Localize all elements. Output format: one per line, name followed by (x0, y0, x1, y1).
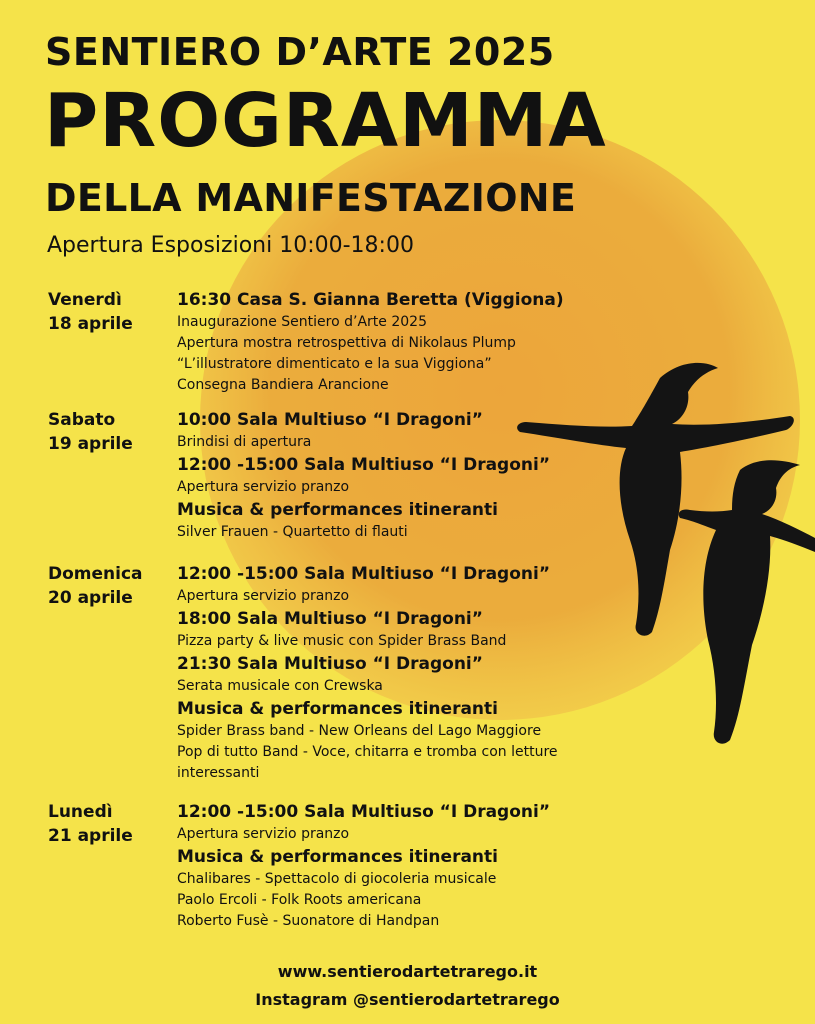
event-detail: Apertura servizio pranzo (177, 588, 350, 604)
day-name: Sabato (48, 410, 116, 430)
event-detail: Brindisi di apertura (177, 434, 312, 450)
day-label-monday (48, 800, 173, 848)
event-heading: 16:30 Casa S. Gianna Beretta (Viggiona) (177, 290, 564, 310)
event-detail: Roberto Fusè - Suonatore di Handpan (177, 913, 440, 929)
day-events-sunday (177, 562, 637, 784)
day-date: 20 aprile (48, 588, 133, 608)
event-heading: 21:30 Sala Multiuso “I Dragoni” (177, 654, 483, 674)
event-detail: Paolo Ercoli - Folk Roots americana (177, 892, 422, 908)
event-detail: “L’illustratore dimenticato e la sua Viggiona” (177, 356, 492, 372)
day-label-sunday (48, 562, 173, 610)
day-label-friday (48, 288, 173, 336)
event-heading: 12:00 -15:00 Sala Multiuso “I Dragoni” (177, 455, 551, 475)
event-heading: Musica & performances itineranti (177, 500, 498, 520)
day-name: Lunedì (48, 802, 113, 822)
event-detail: Inaugurazione Sentiero d’Arte 2025 (177, 314, 427, 330)
event-detail: Serata musicale con Crewska (177, 678, 383, 694)
day-name: Domenica (48, 564, 143, 584)
day-name: Venerdì (48, 290, 122, 310)
event-detail: Apertura servizio pranzo (177, 479, 350, 495)
event-heading: Musica & performances itineranti (177, 847, 498, 867)
event-detail: Apertura mostra retrospettiva di Nikolaus Plump (177, 335, 516, 351)
day-label-saturday (48, 408, 173, 456)
event-detail: Chalibares - Spettacolo di giocoleria musicale (177, 871, 497, 887)
event-detail: Pop di tutto Band - Voce, chitarra e tromba con letture (177, 744, 558, 760)
website-link[interactable]: www.sentierodartetrarego.it (277, 962, 538, 981)
event-detail: Pizza party & live music con Spider Brass Band (177, 633, 507, 649)
day-events-friday (177, 288, 637, 396)
footer (0, 958, 815, 1014)
event-heading: 12:00 -15:00 Sala Multiuso “I Dragoni” (177, 802, 551, 822)
day-events-monday (177, 800, 637, 932)
instagram-handle[interactable]: Instagram @sentierodartetrarego (255, 990, 560, 1009)
event-detail: Consegna Bandiera Arancione (177, 377, 389, 393)
day-events-saturday (177, 408, 637, 543)
event-heading: 10:00 Sala Multiuso “I Dragoni” (177, 410, 483, 430)
event-title: SENTIERO D’ARTE 2025 (45, 30, 555, 74)
day-date: 18 aprile (48, 314, 133, 334)
day-date: 21 aprile (48, 826, 133, 846)
day-date: 19 aprile (48, 434, 133, 454)
program-heading: PROGRAMMA (44, 78, 607, 164)
event-heading: Musica & performances itineranti (177, 699, 498, 719)
exhibition-hours: Apertura Esposizioni 10:00-18:00 (47, 233, 414, 258)
event-detail: interessanti (177, 765, 260, 781)
program-subheading: DELLA MANIFESTAZIONE (45, 176, 577, 220)
event-heading: 12:00 -15:00 Sala Multiuso “I Dragoni” (177, 564, 551, 584)
event-heading: 18:00 Sala Multiuso “I Dragoni” (177, 609, 483, 629)
event-detail: Silver Frauen - Quartetto di flauti (177, 524, 408, 540)
event-detail: Apertura servizio pranzo (177, 826, 350, 842)
event-detail: Spider Brass band - New Orleans del Lago Maggiore (177, 723, 542, 739)
